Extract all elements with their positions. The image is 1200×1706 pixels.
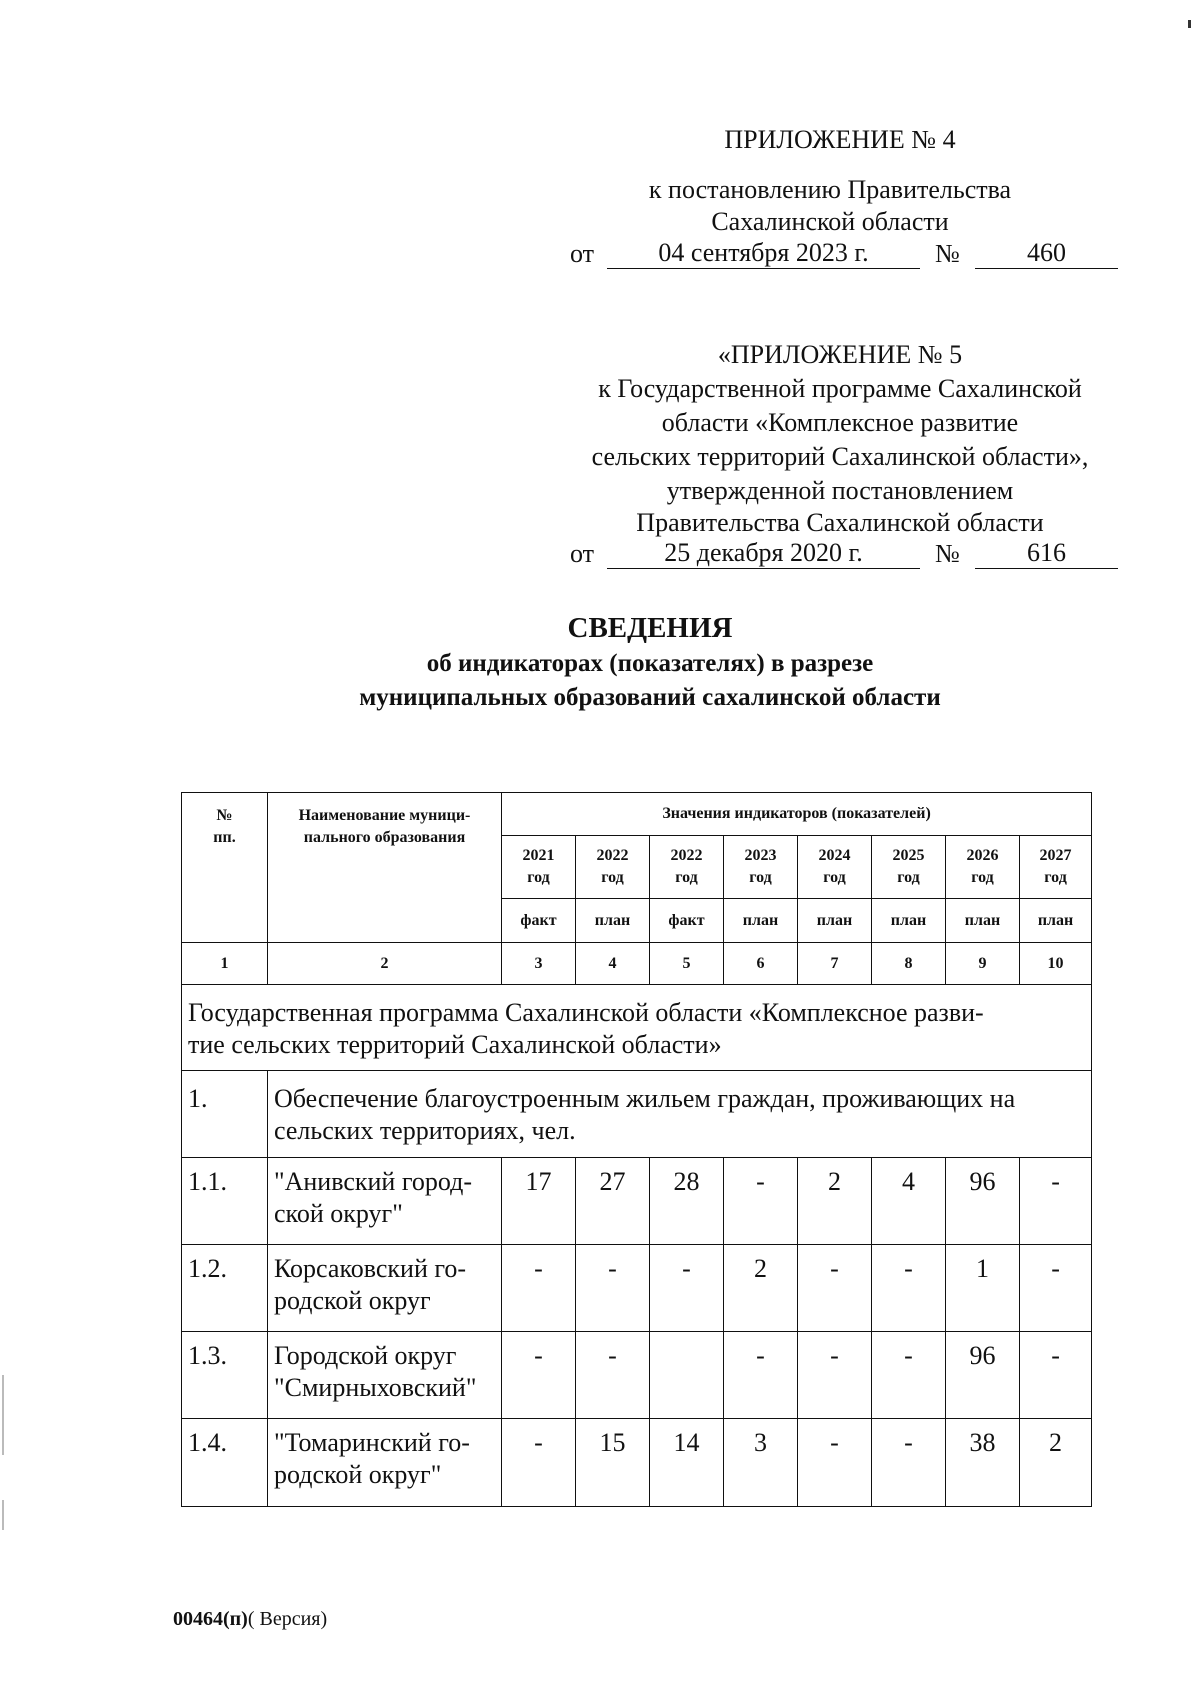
column-number: 6 [724,943,798,985]
row-municipality: Городской округ "Смирныховский" [268,1332,502,1419]
row-value: 2 [1020,1419,1092,1507]
row-no: 1.2. [182,1245,268,1332]
row-value: 17 [502,1158,576,1245]
appendix-5-line3: сельских территорий Сахалинской области», [591,442,1089,471]
header-year: 2021 год [502,836,576,899]
header-kind: факт [650,899,724,943]
header-col-name: Наименование муници- пального образования [268,793,502,943]
row-value: - [798,1245,872,1332]
appendix-5-line5: Правительства Сахалинской области [636,508,1044,537]
row-value: - [798,1419,872,1507]
header-col-values: Значения индикаторов (показателей) [502,793,1092,836]
appendix-4-ot: от [570,239,595,268]
row-municipality: "Томаринский го- родской округ" [268,1419,502,1507]
header-year: 2023 год [724,836,798,899]
scan-artifact [1188,20,1191,28]
header-col-no: № пп. [182,793,268,943]
appendix-5-number: 616 [975,538,1118,569]
row-value: 3 [724,1419,798,1507]
appendix-5-line2: области «Комплексное развитие [661,408,1019,437]
header-kind: план [946,899,1020,943]
row-value: - [724,1158,798,1245]
row-value: 96 [946,1332,1020,1419]
appendix-4-title: ПРИЛОЖЕНИЕ № 4 [724,125,956,154]
header-kind: факт [502,899,576,943]
column-number: 3 [502,943,576,985]
row-value: - [724,1332,798,1419]
appendix-5-no-sign: № [935,539,960,568]
column-number: 1 [182,943,268,985]
row-value: - [798,1332,872,1419]
row-value: - [872,1332,946,1419]
header-year: 2024 год [798,836,872,899]
row-municipality: Корсаковский го- родской округ [268,1245,502,1332]
row-value: 14 [650,1419,724,1507]
doc-subtitle-line1: об индикаторах (показателях) в разрезе [426,650,874,677]
appendix-4-number: 460 [975,238,1118,269]
row-value: 4 [872,1158,946,1245]
row-value: 27 [576,1158,650,1245]
row-no: 1.1. [182,1158,268,1245]
row-value: - [576,1332,650,1419]
header-kind: план [724,899,798,943]
row-value: 2 [724,1245,798,1332]
row-value: - [502,1419,576,1507]
row-value: 2 [798,1158,872,1245]
header-kind: план [576,899,650,943]
appendix-5-date: 25 декабря 2020 г. [607,538,920,569]
column-number: 5 [650,943,724,985]
table-row [182,1419,1092,1507]
table-row [182,1332,1092,1419]
row-value: - [872,1419,946,1507]
scan-artifact [2,1500,4,1530]
row-no: 1.4. [182,1419,268,1507]
doc-footer [173,1608,327,1631]
column-number: 8 [872,943,946,985]
appendix-5-title: «ПРИЛОЖЕНИЕ № 5 [717,340,963,369]
row-value: 1 [946,1245,1020,1332]
row-value: - [1020,1245,1092,1332]
row-value: 96 [946,1158,1020,1245]
row-value: - [576,1245,650,1332]
doc-subtitle-line2: муниципальных образований сахалинской области [359,684,941,711]
appendix-5-ot: от [570,539,595,568]
footer-version: ( Версия) [247,1608,328,1630]
row-value: - [502,1245,576,1332]
header-year: 2025 год [872,836,946,899]
row-value: 15 [576,1419,650,1507]
row-value: - [1020,1332,1092,1419]
program-title-row: Государственная программа Сахалинской области «Комплексное разви- тие сельских территорий Сахалинской области» [182,985,1092,1071]
column-number: 9 [946,943,1020,985]
appendix-4-line1: к постановлению Правительства [648,175,1012,204]
table-row [182,1158,1092,1245]
appendix-5-line1: к Государственной программе Сахалинской [598,374,1082,403]
appendix-4-date: 04 сентября 2023 г. [607,238,920,269]
row-value: 38 [946,1419,1020,1507]
header-year: 2027 год [1020,836,1092,899]
header-year: 2022 год [576,836,650,899]
column-number: 4 [576,943,650,985]
column-number: 10 [1020,943,1092,985]
header-year: 2026 год [946,836,1020,899]
row-value: - [1020,1158,1092,1245]
appendix-4-no-sign: № [935,239,960,268]
row-value [650,1332,724,1419]
row-value: 28 [650,1158,724,1245]
row-value: - [872,1245,946,1332]
section-name: Обеспечение благоустроенным жильем граждан, проживающих на сельских территориях, чел. [268,1071,1092,1158]
section-no: 1. [182,1071,268,1158]
column-number: 7 [798,943,872,985]
row-value: - [650,1245,724,1332]
scan-artifact [2,1375,4,1455]
doc-title: СВЕДЕНИЯ [567,612,733,644]
row-no: 1.3. [182,1332,268,1419]
appendix-5-line4: утвержденной постановлением [666,476,1014,505]
header-kind: план [798,899,872,943]
header-kind: план [872,899,946,943]
appendix-4-line2: Сахалинской области [711,207,949,236]
column-number: 2 [268,943,502,985]
footer-code: 00464(п) [173,1608,248,1630]
indicators-table [181,792,1092,1507]
row-value: - [502,1332,576,1419]
header-kind: план [1020,899,1092,943]
row-municipality: "Анивский город- ской округ" [268,1158,502,1245]
table-row [182,1245,1092,1332]
header-year: 2022 год [650,836,724,899]
